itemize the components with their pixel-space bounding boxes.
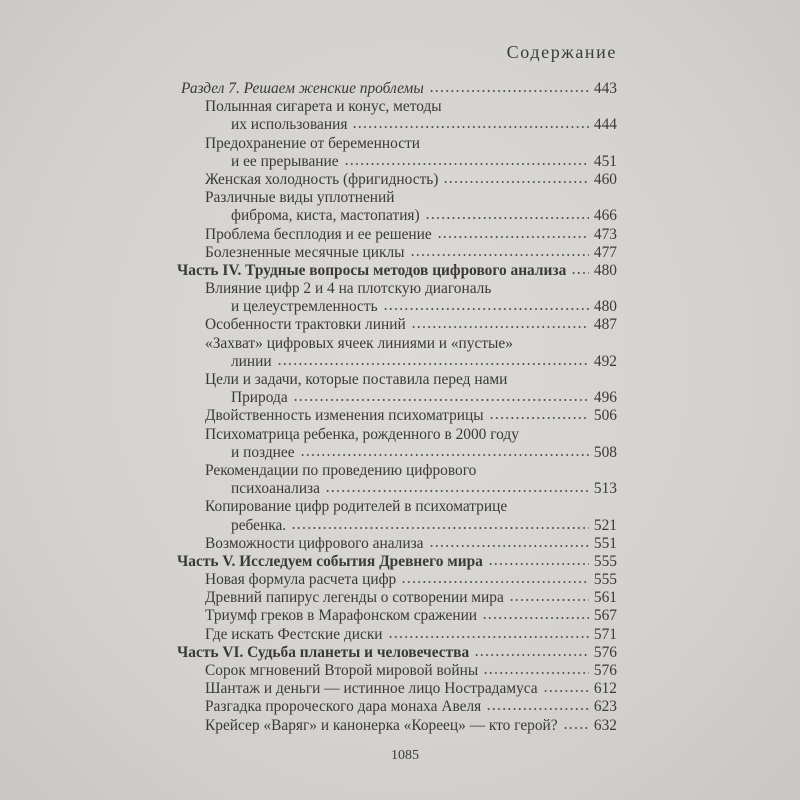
toc-line [177,207,617,225]
toc-page-number: 451 [593,152,617,170]
toc-entry-title: линии [231,352,272,370]
dot-leader [509,592,589,602]
toc-page-number: 567 [593,607,617,625]
toc-entry[interactable] [177,498,617,534]
toc-page-number: 576 [593,662,617,679]
toc-page-number: 473 [593,225,617,243]
dot-leader [429,83,589,93]
dot-leader [344,156,589,166]
toc-page-number: 480 [593,261,617,279]
toc-line [177,316,617,334]
toc-entry-title: Полынная сигарета и конус, методы [205,98,442,116]
toc-line [177,626,617,644]
toc-page-number: 492 [593,352,617,370]
toc-entry-title: Возможности цифрового анализа [205,534,424,552]
toc-line [177,171,617,189]
toc-entry-title: Влияние цифр 2 и 4 на плотскую диагональ [205,280,492,298]
toc-entry-title: Особенности трактовки линий [205,316,406,334]
toc-entry-title: Древний папирус легенды о сотворении мира [205,589,504,607]
dot-leader [291,520,589,530]
toc-line [177,189,617,207]
toc-line [177,662,617,680]
dot-leader [563,720,589,730]
toc-page-number: 480 [593,298,617,316]
dot-leader [571,265,589,275]
toc-entry[interactable] [177,407,617,425]
toc-line [177,717,617,735]
toc-entry-title: Болезненные месячные циклы [205,243,405,261]
toc-entry[interactable] [177,98,617,134]
toc-entry[interactable] [177,226,617,244]
toc-entry[interactable] [177,135,617,171]
toc-line [177,698,617,716]
toc-entry-title: Цели и задачи, которые поставила перед нами [205,371,508,388]
toc-line [177,153,617,171]
toc-entry[interactable] [177,171,617,189]
toc-line [177,353,617,371]
toc-line [177,444,617,462]
toc-entry-title: «Захват» цифровых ячеек линиями и «пустые» [205,334,513,352]
toc-entry[interactable] [177,662,617,680]
toc-entry[interactable] [177,189,617,225]
toc-line [177,571,617,589]
toc-entry[interactable] [177,280,617,316]
toc-entry-title: Часть V. Исследуем события Древнего мира [177,552,483,570]
toc-page-number: 506 [593,407,617,425]
dot-leader [486,701,589,711]
dot-leader [437,229,589,239]
dot-leader [300,447,589,457]
toc-page-number: 513 [593,480,617,498]
toc-entry[interactable] [177,698,617,716]
toc-line [177,498,617,516]
toc-entry-title: Различные виды уплотнений [205,189,395,207]
dot-leader [352,119,589,129]
toc-entry[interactable] [177,335,617,371]
dot-leader [383,301,589,311]
toc-entry-title: Двойственность изменения психоматрицы [205,407,484,425]
dot-leader [388,629,589,639]
dot-leader [482,610,589,620]
toc-page-number: 571 [593,625,617,643]
toc-entry[interactable] [177,680,617,698]
dot-leader [488,556,589,566]
toc-entry-title: их использования [231,116,348,134]
toc-page-number: 612 [593,680,617,698]
toc-entry-title: Сорок мгновений Второй мировой войны [205,662,479,679]
toc-entry-title: и ее прерывание [231,152,339,170]
toc-page-number: 632 [593,716,617,734]
toc-line [177,480,617,498]
toc-line [177,680,617,698]
toc-line [177,535,617,553]
toc-entry-title: Крейсер «Варяг» и канонерка «Кореец» — кто герой? [205,716,558,734]
toc-line [177,262,617,280]
toc-line [177,98,617,116]
toc-entry-title: Раздел 7. Решаем женские проблемы [181,80,424,97]
toc-entry[interactable] [177,80,617,98]
toc-page-number: 466 [593,207,617,225]
toc-page-number: 460 [593,170,617,188]
toc-page-number: 444 [593,116,617,134]
toc-entry-title: Часть IV. Трудные вопросы методов цифрового анализа [177,261,567,279]
page-number: 1085 [391,748,419,763]
toc-line [177,371,617,389]
dot-leader [410,247,590,257]
toc-page-number: 521 [593,516,617,534]
dot-leader [411,319,589,329]
toc-line [177,553,617,571]
toc-entry[interactable] [177,462,617,498]
toc-entry-title: и позднее [231,443,295,461]
toc-entry[interactable] [177,626,617,644]
toc-entry-title: Копирование цифр родителей в психоматрице [205,498,508,516]
toc-entry[interactable] [177,644,617,662]
toc-entry-title: Где искать Фестские диски [205,625,383,643]
toc-page-number: 555 [593,571,617,589]
toc-entry-title: Рекомендации по проведению цифрового [205,461,477,479]
toc-entry-title: Психоматрица ребенка, рожденного в 2000 году [205,425,519,443]
dot-leader [293,392,589,402]
toc-line [177,335,617,353]
toc-page-number: 508 [593,443,617,461]
toc-entry-title: и целеустремленность [231,298,378,316]
dot-leader [425,210,589,220]
toc-entry-title: Новая формула расчета цифр [205,571,397,589]
toc-entry[interactable] [177,244,617,262]
toc-line [177,462,617,480]
toc-page-number: 555 [593,552,617,570]
dot-leader [325,483,589,493]
toc-page-number: 443 [593,80,617,97]
toc-page-number: 551 [593,534,617,552]
running-header: Содержание [506,42,617,62]
toc-line [177,589,617,607]
toc-entry-title: ребенка. [231,516,287,534]
toc-entry-title: Часть VI. Судьба планеты и человечества [177,643,470,661]
toc-entry[interactable] [177,262,617,280]
toc-entry-title: психоанализа [231,480,320,498]
toc-entry[interactable] [177,607,617,625]
toc-entry-title: Предохранение от беременности [205,134,420,152]
toc-entry[interactable] [177,535,617,553]
toc-entry-title: Триумф греков в Марафонском сражении [205,607,478,625]
toc-line [177,80,617,98]
toc-entry[interactable] [177,426,617,462]
toc-line [177,280,617,298]
toc-page-number: 477 [593,243,617,261]
toc-entry-title: Женская холодность (фригидность) [205,170,439,188]
dot-leader [443,174,589,184]
dot-leader [401,574,589,584]
toc-entry[interactable] [177,371,617,407]
toc-entry[interactable] [177,717,617,735]
toc-entry-title: фиброма, киста, мастопатия) [231,207,420,225]
dot-leader [483,665,589,675]
toc-line [177,226,617,244]
toc-line [177,135,617,153]
dot-leader [543,683,589,693]
toc-entry[interactable] [177,553,617,571]
dot-leader [429,538,590,548]
toc-entry-title: Проблема бесплодия и ее решение [205,225,432,243]
toc-line [177,517,617,535]
toc-entry[interactable] [177,316,617,334]
toc-entry-title: Природа [231,389,288,407]
toc-page-number: 623 [593,698,617,716]
toc-line [177,244,617,262]
toc-line [177,644,617,662]
dot-leader [474,647,589,657]
toc-line [177,116,617,134]
dot-leader [489,410,589,420]
toc-page-number: 496 [593,389,617,407]
toc-entry-title: Разгадка пророческого дара монаха Авеля [205,698,482,716]
toc-line [177,407,617,425]
toc-line [177,389,617,407]
toc-entry[interactable] [177,571,617,589]
toc-page-number: 561 [593,589,617,607]
toc-entry-title: Шантаж и деньги — истинное лицо Нострадамуса [205,680,538,698]
table-of-contents [177,80,617,735]
toc-entry[interactable] [177,589,617,607]
toc-line [177,426,617,444]
toc-page-number: 576 [593,643,617,661]
toc-line [177,607,617,625]
dot-leader [277,356,589,366]
toc-line [177,298,617,316]
toc-page-number: 487 [593,316,617,334]
